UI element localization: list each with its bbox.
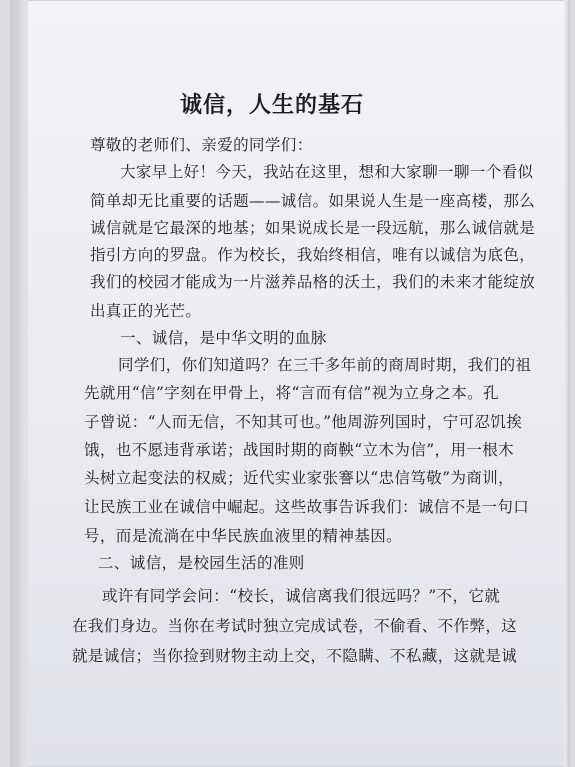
paragraph-line: 让民族工业在诚信中崛起。这些故事告诉我们：诚信不是一句口 bbox=[84, 498, 530, 516]
paragraph-line: 大家早上好！今天，我站在这里，想和大家聊一聊一个看似 bbox=[120, 163, 534, 181]
paragraph-line: 出真正的光芒。 bbox=[90, 302, 202, 320]
paragraph-line: 就是诚信；当你捡到财物主动上交，不隐瞒、不私藏，这就是诚 bbox=[72, 647, 518, 665]
paragraph-line: 简单却无比重要的话题——诚信。如果说人生是一座高楼，那么 bbox=[90, 192, 536, 210]
paragraph-line: 诚信就是它最深的地基；如果说成长是一段远航，那么诚信就是 bbox=[90, 219, 536, 237]
paper-sheet bbox=[10, 0, 570, 767]
section-heading-2: 二、诚信，是校园生活的准则 bbox=[98, 554, 305, 572]
speech-document bbox=[10, 0, 570, 767]
paragraph-line: 在我们身边。当你在考试时独立完成试卷，不偷看、不作弊，这 bbox=[72, 617, 518, 635]
paragraph-line: 或许有同学会问：“校长，诚信离我们很远吗？”不，它就 bbox=[102, 587, 501, 605]
paragraph-line: 头树立起变法的权威；近代实业家张謇以“忠信笃敬”为商训， bbox=[84, 469, 515, 487]
paragraph-line: 指引方向的罗盘。作为校长，我始终相信，唯有以诚信为底色， bbox=[90, 246, 536, 264]
greeting-line: 尊敬的老师们、亲爱的同学们： bbox=[90, 136, 313, 154]
paragraph-line: 饿，也不愿违背承诺；战国时期的商鞅“立木为信”，用一根木 bbox=[84, 441, 515, 459]
paragraph-line: 号，而是流淌在中华民族血液里的精神基因。 bbox=[84, 527, 403, 545]
paragraph-line: 子曾说：“人而无信，不知其可也。”他周游列国时，宁可忍饥挨 bbox=[84, 413, 523, 431]
paragraph-line: 同学们，你们知道吗？在三千多年前的商周时期，我们的祖 bbox=[118, 356, 532, 374]
page-title: 诚信，人生的基石 bbox=[180, 92, 365, 118]
section-heading-1: 一、诚信，是中华文明的血脉 bbox=[120, 329, 327, 347]
paragraph-line: 我们的校园才能成为一片滋养品格的沃土，我们的未来才能绽放 bbox=[90, 273, 536, 291]
paragraph-line: 先就用“信”字刻在甲骨上，将“言而有信”视为立身之本。孔 bbox=[84, 384, 499, 402]
